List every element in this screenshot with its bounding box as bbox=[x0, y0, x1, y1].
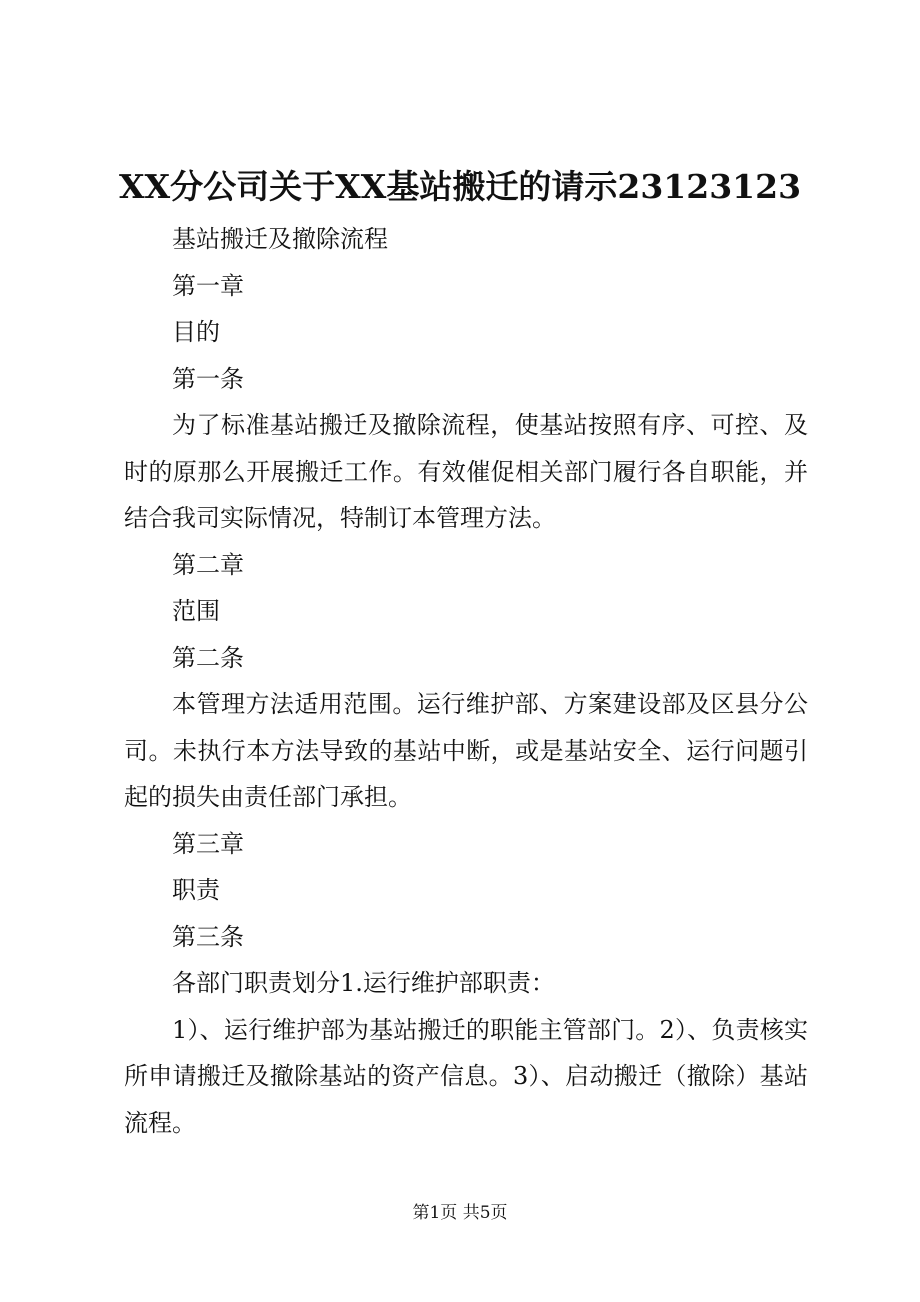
paragraph-duties-heading: 职责 bbox=[172, 876, 220, 904]
document-body bbox=[124, 216, 808, 1146]
paragraph-duties-division: 各部门职责划分1.运行维护部职责： bbox=[172, 969, 555, 997]
paragraph-article-2: 第二条 bbox=[172, 643, 244, 672]
page-number-footer: 第1页 共5页 bbox=[412, 1203, 508, 1223]
paragraph-purpose-text: 为了标准基站搬迁及撤除流程，使基站按照有序、可控、及时的原那么开展搬迁工作。有效催促相关部门履行各自职能，并结合我司实际情况，特制订本管理方法。 bbox=[124, 411, 808, 532]
paragraph-chapter-1: 第一章 bbox=[172, 271, 244, 300]
paragraph-process-heading: 基站搬迁及撤除流程 bbox=[172, 225, 388, 253]
paragraph-chapter-3: 第三章 bbox=[172, 829, 244, 858]
paragraph-duties-text: 1）、运行维护部为基站搬迁的职能主管部门。2）、负责核实所申请搬迁及撤除基站的资产信息。3）、启动搬迁（撤除）基站流程。 bbox=[124, 1015, 808, 1137]
paragraph-article-1: 第一条 bbox=[172, 364, 244, 393]
paragraph-chapter-2: 第二章 bbox=[172, 550, 244, 579]
paragraph-purpose-heading: 目的 bbox=[172, 318, 220, 346]
document-title: XX分公司关于XX基站搬迁的请示23123123 bbox=[118, 167, 802, 206]
paragraph-scope-heading: 范围 bbox=[172, 597, 220, 625]
paragraph-article-3: 第三条 bbox=[172, 922, 244, 951]
paragraph-scope-text: 本管理方法适用范围。运行维护部、方案建设部及区县分公司。未执行本方法导致的基站中断，或是基站安全、运行问题引起的损失由责任部门承担。 bbox=[124, 690, 808, 811]
